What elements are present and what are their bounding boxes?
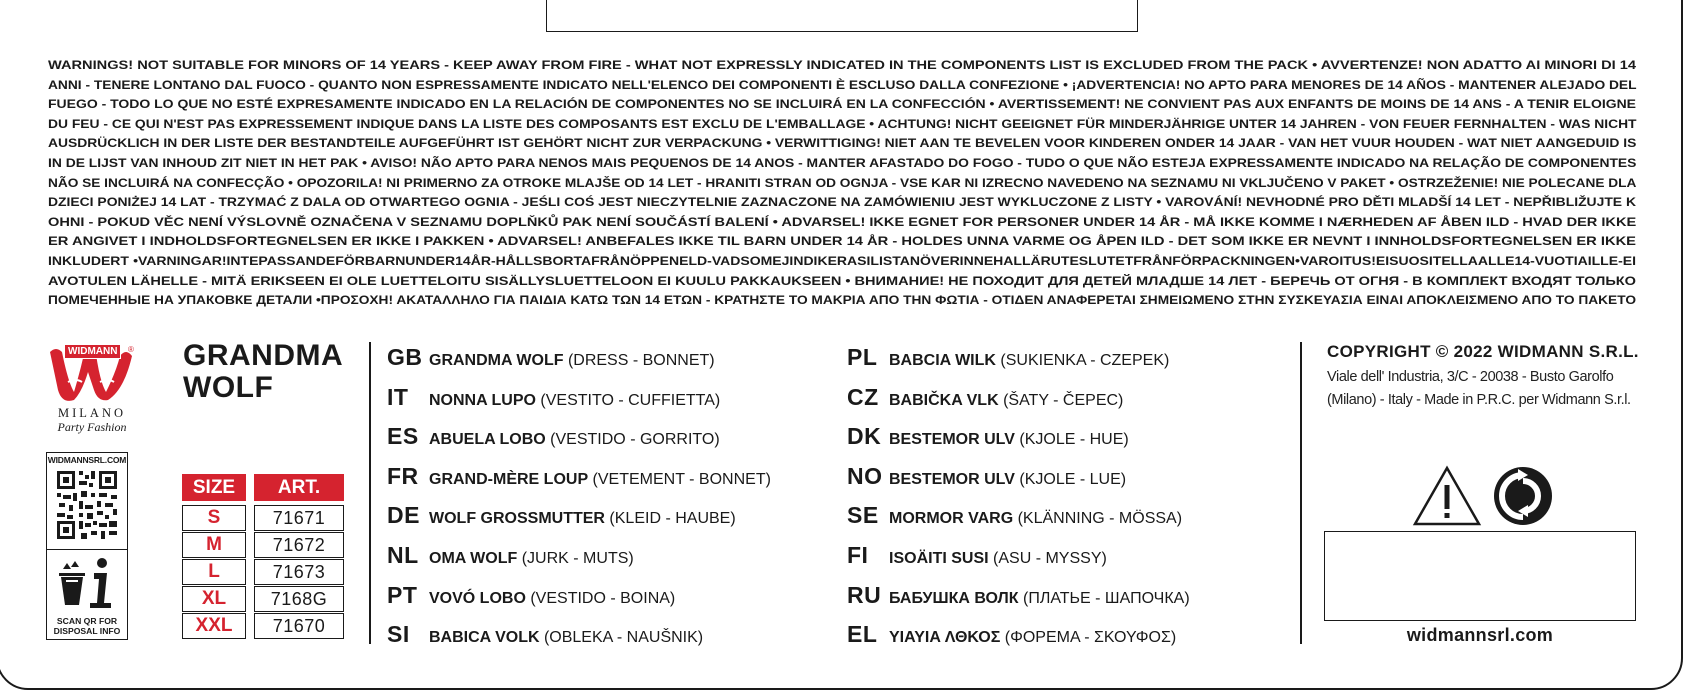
product-name-translation (429, 471, 771, 489)
copyright-text: COPYRIGHT © 2022 WIDMANN S.R.L. (1327, 342, 1639, 361)
art-cell: 71672 (254, 532, 344, 558)
language-code: EL (847, 621, 878, 648)
language-row (847, 542, 1190, 582)
product-name-translation (889, 550, 1107, 568)
size-row (182, 586, 344, 612)
art-cell: 7168G (254, 586, 344, 612)
warning-line: AUSDRÜCKLICH IN DER LISTE DER BESTANDTEILE AUFGEFÜHRT IST GEHÖRT NICHT ZUR VERPACKUNG • VERWITTIGING! NIET AAN TE BEVELEN VOOR KINDEREN ONDER 14 JAAR - VAN HET VUUR HOUDEN - WAT NIET AANGEDUID IS (48, 136, 1637, 151)
translated-name: MORMOR VARG (889, 510, 1014, 528)
art-cell: 71671 (254, 505, 344, 531)
language-row (847, 344, 1190, 384)
website: widmannsrl.com (1406, 625, 1554, 645)
product-name-translation (889, 510, 1182, 528)
translated-contents: (DRESS - BONNET) (563, 352, 715, 369)
language-code: GB (387, 344, 423, 370)
translated-contents: (KLÄNNING - MÖSSA) (1013, 510, 1183, 528)
language-row (847, 384, 1190, 424)
warning-line: DZIECI PONIŻEJ 14 LAT - TRZYMAĆ Z DALA OD OTWARTEGO OGNIA - JEŚLI COŚ JEST NIECZYTELNIE ZAZNACZONE NA ZAMÓWIENIU JEST WYKLUCZONE Z LISTY • VAROVÁNÍ! NEVHODNÉ PRO DĚTI MLADŠÍ 14 LET - NEPŘIBLIŽUJTE K (48, 195, 1636, 210)
product-name-translation (889, 471, 1126, 489)
translated-name: GRANDMA WOLF (429, 352, 564, 369)
warning-line: INKLUDERT •VARNINGAR!INTEPASSANDEFÖRBARNUNDER14ÅR-HÅLLSBORTAFRÅNÖPPENELD-VADSOMEJINDIKERASILISTANÖVERINNEHALLÄRUTESLUTETFRÅNFÖRPACKNINGEN•VAROITUS!EISUOSITELLAALLE14-VUOTIAILLE-EI (48, 253, 1636, 268)
product-name-translation (889, 431, 1129, 449)
product-name-translation (429, 352, 715, 370)
product-name-translation (429, 392, 720, 410)
language-row (847, 502, 1190, 542)
translated-contents: (VESTITO - CUFFIETTA) (535, 391, 721, 409)
qr-caption-line-1: SCAN QR FOR (56, 616, 118, 626)
divider-right (1300, 342, 1302, 644)
languages-left (387, 344, 771, 661)
translated-contents: (ΦΟΡΕΜΑ - ΣΚΟΥΦΟΣ) (1000, 629, 1177, 647)
divider-left (369, 342, 371, 644)
company-address (1327, 366, 1639, 412)
language-row (847, 423, 1190, 463)
size-row (182, 505, 344, 531)
qr-code-icon (55, 469, 119, 546)
product-title (183, 340, 343, 404)
translated-name: BESTEMOR ULV (889, 431, 1015, 449)
language-row (387, 502, 771, 542)
qr-caption-line-2: DISPOSAL INFO (53, 626, 121, 636)
logo-badge: WIDMANN (64, 344, 121, 359)
language-code: PT (387, 581, 418, 608)
translated-contents: (KJOLE - LUE) (1014, 470, 1127, 488)
green-dot-recycling-icon (1492, 465, 1554, 532)
product-name-translation (429, 629, 703, 647)
language-code: SE (847, 502, 879, 529)
size-cell: S (182, 505, 246, 531)
language-code: CZ (847, 383, 879, 410)
language-code: SI (387, 621, 410, 648)
language-code: PL (847, 344, 878, 370)
warning-line: FUEGO - TODO LO QUE NO ESTÉ EXPRESAMENTE INDICADO EN LA RELACIÓN DE COMPONENTES NO SE INCLUIRÁ EN LA CONFECCIÓN • AVERTISSEMENT! NE CONVIENT PAS AUX ENFANTS DE MOINS DE 14 ANS - A TENIR ELOIGNE (48, 97, 1636, 112)
symbols (1412, 465, 1554, 532)
product-title-line-2: WOLF (183, 371, 274, 404)
translated-name: WOLF GROSSMUTTER (429, 510, 605, 528)
translated-name: GRAND-MÈRE LOUP (429, 470, 589, 488)
language-code: NL (387, 541, 419, 568)
translated-contents: (SUKIENKA - CZEPEK) (995, 352, 1170, 369)
warning-line: NÃO SE INCLUIRÁ NA CONFECÇÃO • OPOZORILA! NI PRIMERNO ZA OTROKE MLAJŠE OD 14 LET - HRANITI STRAN OD OGNJA - VSE KAR NI IZRECNO NAVEDENO NA SEZNAMU NI VKLJUČENO V PAKET • OSTRZEŽENIE! NIE POLECANE DLA (48, 175, 1637, 190)
product-name-translation (889, 629, 1176, 647)
size-row (182, 559, 344, 585)
language-row (387, 582, 771, 622)
blank-label-box (1324, 531, 1636, 621)
warning-line: DU FEU - CE QUI N'EST PAS EXPRESSEMENT INDIQUE DANS LA LISTE DES COMPOSANTS EST EXCLU DE L'EMBALLAGE • ACHTUNG! NICHT GEEIGNET FÜR MINDERJÄHRIGE UNTER 14 JAHREN - VON FEUER FERNHALTEN - WAS NICHT (48, 116, 1637, 131)
warning-line: OHNI - POKUD VĚC NENÍ VÝSLOVNĚ OZNAČENA V SEZNAMU DOPLŇKŮ PAK NENÍ SOUČÁSTÍ BALENÍ • ADVARSEL! IKKE EGNET FOR PERSONER UNDER 14 ÅR - MÅ IKKE KOMME I NÆRHEDEN AF ÅBEN ILD - HVAD DER IKKE (48, 214, 1637, 229)
language-code: DE (387, 502, 420, 529)
language-code: IT (387, 383, 409, 410)
translated-name: ISOÄITI SUSI (889, 549, 989, 567)
art-header: ART. (254, 474, 344, 501)
language-row (387, 423, 771, 463)
qr-url: WIDMANNSRL.COM (47, 455, 127, 465)
size-header: SIZE (182, 474, 246, 501)
size-row (182, 532, 344, 558)
warnings-block (48, 56, 1636, 311)
copyright-block (1327, 342, 1639, 412)
art-cell: 71670 (254, 613, 344, 639)
product-name-translation (889, 352, 1169, 370)
language-row (387, 542, 771, 582)
translated-name: BABCIA WILK (889, 352, 996, 369)
language-row (847, 582, 1190, 622)
warning-line: ANNI - TENERE LONTANO DAL FUOCO - QUANTO NON ESPRESSAMENTE INDICATO NELL'ELENCO DEI COMPONENTI È ESCLUSO DALLA CONFEZIONE • ¡ADVERTENCIA! NO APTO PARA MENORES DE 14 AÑOS - MANTENER ALEJADO DEL (48, 77, 1637, 92)
warning-line: ER ANGIVET I INDHOLDSFORTEGNELSEN ER IKKE I PAKKEN • ADVARSEL! ANBEFALES IKKE TIL BARN UNDER 14 ÅR - HOLDES UNNA VARME OG ÅPEN ILD - DET SOM IKKE ER NEVNT I INNHOLDSFORTEGNELSEN ER IKKE (48, 234, 1636, 249)
translated-contents: (ŠATY - ČEPEC) (998, 391, 1124, 409)
language-row (387, 384, 771, 424)
language-row (387, 621, 771, 661)
size-cell: M (182, 532, 246, 558)
translated-contents: (JURK - MUTS) (517, 549, 634, 567)
translated-name: OMA WOLF (429, 549, 518, 567)
widmann-w-logo-icon (46, 342, 136, 402)
size-table (182, 474, 344, 639)
address-line-2: (Milano) - Italy - Made in P.R.C. per Widmann S.r.l. (1327, 392, 1631, 408)
registered-mark: ® (128, 345, 134, 354)
language-code: FI (847, 541, 869, 568)
translated-name: VOVÓ LOBO (429, 589, 526, 607)
product-name-translation (889, 392, 1123, 410)
product-name-translation (429, 590, 675, 608)
warning-line: WARNINGS! NOT SUITABLE FOR MINORS OF 14 YEARS - KEEP AWAY FROM FIRE - WHAT NOT EXPRESSLY INDICATED IN THE COMPONENTS LIST IS EXCLUDED FROM THE PACK • AVVERTENZE! NON ADATTO AI MINORI DI 14 (48, 58, 1636, 72)
translated-contents: (VESTIDO - BOINA) (525, 589, 676, 607)
size-rows (182, 505, 344, 639)
translated-name: ABUELA LOBO (429, 431, 546, 449)
warning-triangle-icon (1412, 465, 1482, 532)
translated-contents: (VETEMENT - BONNET) (588, 470, 771, 488)
product-name-translation (429, 431, 720, 449)
top-label-box (546, 0, 1138, 32)
qr-caption (47, 616, 127, 636)
qr-disposal-box (46, 452, 128, 640)
qr-divider (47, 549, 127, 550)
translated-name: BESTEMOR ULV (889, 470, 1015, 488)
translated-name: BABIČKA VLK (889, 391, 999, 409)
translated-name: ΥΙΑΥΙΑ ΛΘΚΟΣ (889, 629, 1001, 647)
translated-contents: (KJOLE - HUE) (1014, 431, 1129, 449)
size-cell: XL (182, 586, 246, 612)
language-row (387, 463, 771, 503)
size-cell: XXL (182, 613, 246, 639)
warning-line: ПОМЕЧЕННЫЕ НА УПАКОВКЕ ДЕТАЛИ •ΠΡΟΣΟΧΗ! ΑΚΑΤΑΛΛΗΛΟ ΓΙΑ ΠΑΙΔΙΑ ΚΑΤΩ ΤΩΝ 14 ΕΤΩΝ - ΚΡΑΤΗΣΤΕ ΤΟ ΜΑΚΡΙΑ ΑΠΟ ΤΗΝ ΦΩΤΙΑ - ΟΤΙΔΕΝ ΑΝΑΦΕΡΕΤΑΙ ΣΗΜΕΙΩΜΕΝΟ ΣΤΗΝ ΣΥΣΚΕΥΑΣΙΑ ΕΙΝΑΙ ΑΠΟΚΛΕΙΣΜΕΝΟ ΑΠΟ ΤΟ ΠΑΚΕΤΟ (48, 293, 1636, 308)
language-code: ES (387, 423, 419, 450)
translated-contents: (OBLEKA - NAUŠNIK) (539, 629, 704, 647)
language-row (847, 621, 1190, 661)
translated-name: BABICA VOLK (429, 629, 540, 647)
product-name-translation (429, 550, 634, 568)
language-code: DK (847, 423, 882, 450)
art-cell: 71673 (254, 559, 344, 585)
language-code: FR (387, 462, 419, 489)
size-row (182, 613, 344, 639)
language-row (847, 463, 1190, 503)
translated-contents: (KLEID - HAUBE) (604, 510, 736, 528)
address-line-1: Viale dell' Industria, 3/C - 20038 - Busto Garolfo (1327, 369, 1614, 385)
size-cell: L (182, 559, 246, 585)
logo-city: MILANO (58, 406, 126, 420)
product-name-translation (889, 590, 1190, 608)
translated-name: БАБУШКА ВОЛК (889, 589, 1019, 607)
translated-contents: (ПЛАТЬЕ - ШАПОЧКА) (1018, 589, 1190, 607)
language-code: NO (847, 462, 883, 489)
warning-line: AVOTULEN LÄHELLE - MITÄ ERIKSEEN EI OLE LUETTELOITU SISÄLLYSLUETTELOON EI KUULU PAKKAUKSEEN • ВНИМАНИЕ! НЕ ПОХОДИТ ДЛЯ ДЕТЕЙ МЛАДШЕ 14 ЛЕТ - БЕРЕЧЬ ОТ ОГНЯ - В КОМПЛЕКТ ВХОДЯТ ТОЛЬКО (48, 273, 1636, 288)
brand-logo (46, 342, 138, 435)
translated-contents: (ASU - MYSSY) (988, 549, 1107, 567)
product-name-translation (429, 510, 736, 528)
logo-tagline: Party Fashion (57, 420, 127, 434)
languages-right (847, 344, 1190, 661)
language-code: RU (847, 581, 882, 608)
disposal-bin-info-icon (57, 555, 119, 616)
language-row (387, 344, 771, 384)
product-title-line-1: GRANDMA (183, 339, 344, 372)
translated-contents: (VESTIDO - GORRITO) (545, 431, 720, 449)
translated-name: NONNA LUPO (429, 391, 536, 409)
warning-line: IN DE LIJST VAN INHOUD ZIT NIET IN HET PAK • AVISO! NÃO APTO PARA NENOS MAIS PEQUENOS DE 14 ANOS - MANTER AFASTADO DO FOGO - TUDO O QUE NÃO ESTEJA EXPRESSAMENTE INDICADO NA RELAÇÃO DE COMPONENTES (48, 155, 1637, 170)
